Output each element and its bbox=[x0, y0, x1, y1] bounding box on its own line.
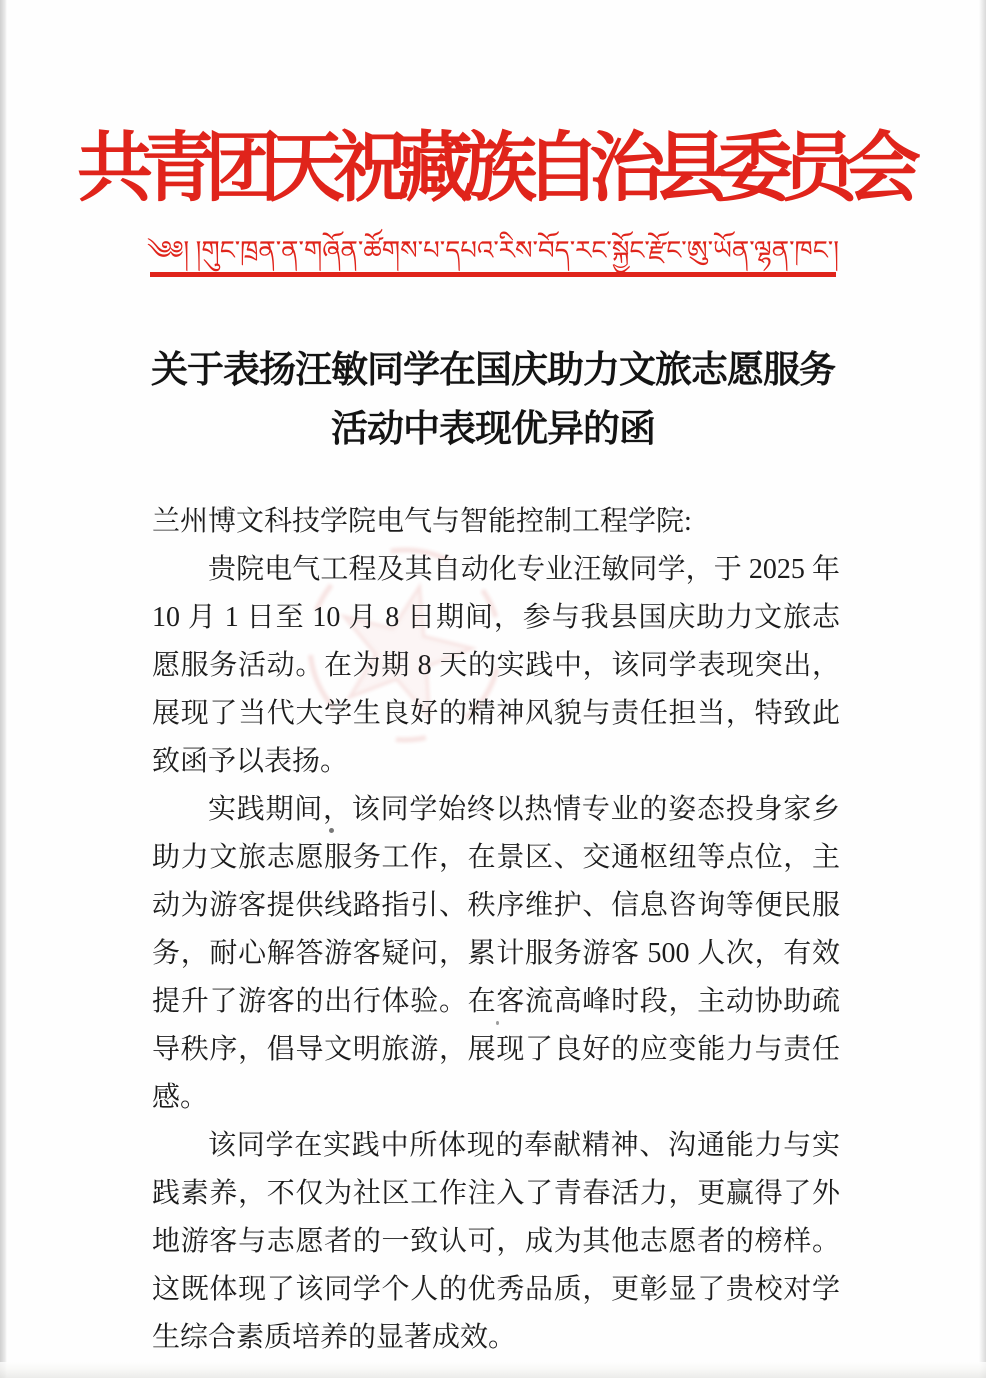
letterhead-rule bbox=[150, 272, 836, 277]
ink-speck bbox=[329, 828, 334, 833]
org-name-tibetan: ༄༅། །གུང་ཁྲན་ན་གཞོན་ཚོགས་པ་དཔའ་རིས་བོད་རང་སྐྱོང་རྫོང་ཨུ་ཡོན་ལྷན་ཁང་། bbox=[147, 236, 839, 265]
title-line-2: 活动中表现优异的函 bbox=[331, 409, 655, 450]
paragraph-2: 实践期间，该同学始终以热情专业的姿态投身家乡助力文旅志愿服务工作，在景区、交通枢纽等点位，主动为游客提供线路指引、秩序维护、信息咨询等便民服务，耐心解答游客疑问，累计服务游客 500 人次，有效提升了游客的出行体验。在客流高峰时段，主动协助疏导秩序，倡导文明旅游，展现了良好的应变能力与责任感。 bbox=[152, 794, 840, 1113]
scan-edge-bottom bbox=[0, 1362, 986, 1378]
title-line-1: 关于表扬汪敏同学在国庆助力文旅志愿服务 bbox=[151, 350, 835, 391]
paragraph-1: 贵院电气工程及其自动化专业汪敏同学，于 2025 年 10 月 1 日至 10 月 8 日期间，参与我县国庆助力文旅志愿服务活动。在为期 8 天的实践中，该同学表现突出，展现了当代大学生良好的精神风貌与责任担当，特致此致函予以表扬。 bbox=[152, 554, 840, 777]
org-name-chinese: 共青团天祝藏族自治县委员会 bbox=[77, 127, 909, 211]
letter-body bbox=[152, 498, 840, 1362]
document-title bbox=[0, 341, 986, 459]
paragraph-3: 该同学在实践中所体现的奉献精神、沟通能力与实践素养，不仅为社区工作注入了青春活力，更赢得了外地游客与志愿者的一致认可，成为其他志愿者的榜样。这既体现了该同学个人的优秀品质，更彰显了贵校对学生综合素质培养的显著成效。 bbox=[152, 1130, 840, 1353]
ink-speck bbox=[496, 1021, 499, 1025]
salutation: 兰州博文科技学院电气与智能控制工程学院: bbox=[152, 506, 692, 537]
